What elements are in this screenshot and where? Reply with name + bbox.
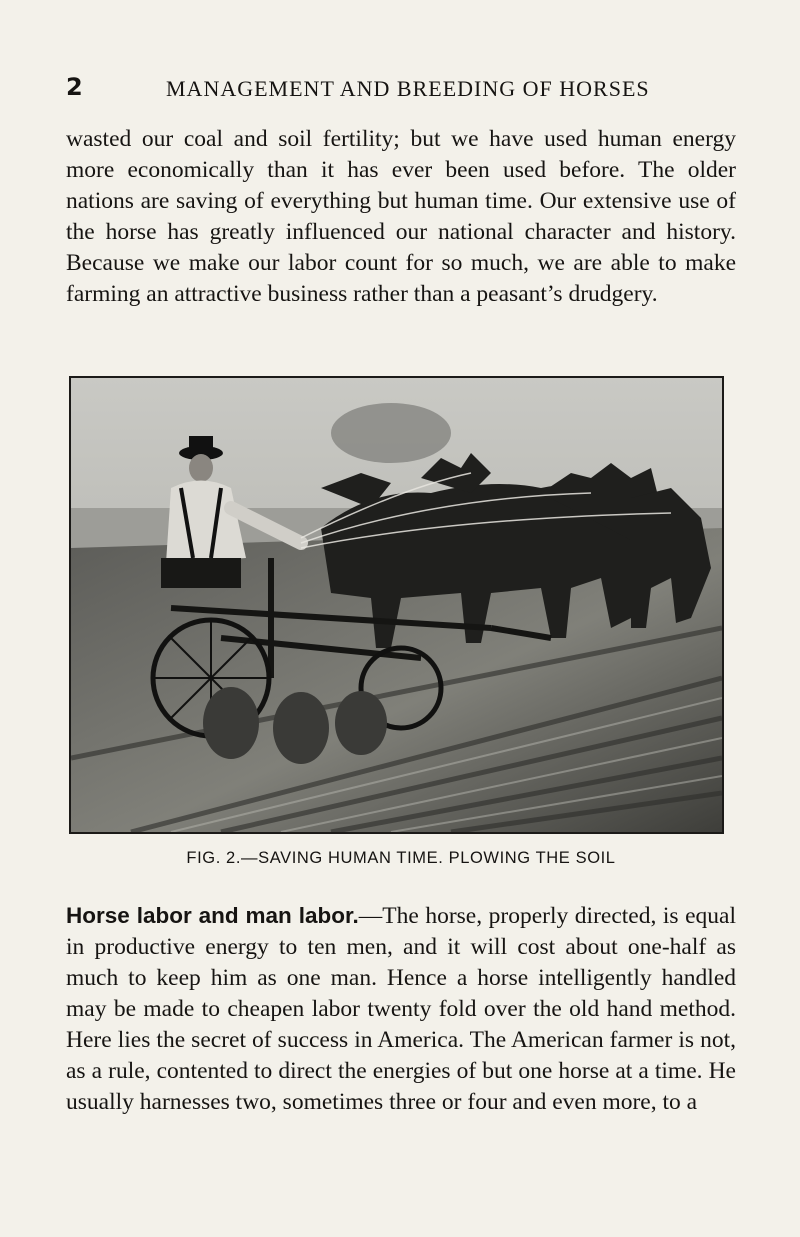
- figure-caption: FIG. 2.—SAVING HUMAN TIME. PLOWING THE SOIL: [186, 849, 616, 867]
- body-paragraph-2-text: —The horse, properly directed, is equal in productive energy to ten men, and it will cost about one-half as much to keep him as one man. Hence a horse intelligently handled may be made to cheapen labor twenty fold over the old hand method. Here lies the secret of success in America. The American farmer is not, as a rule, contented to direct the energies of but one horse at a time. He usually harnesses two, sometimes three or four and even more, to a: [66, 903, 736, 1115]
- running-head: MANAGEMENT AND BREEDING OF HORSES: [166, 76, 650, 101]
- page-number: 2: [66, 73, 83, 101]
- body-paragraph-2: [66, 900, 736, 1118]
- plowing-photo-illustration: [71, 378, 722, 832]
- figure-photograph: [69, 376, 724, 834]
- page-header: [66, 72, 734, 106]
- section-heading: Horse labor and man labor.: [66, 903, 359, 928]
- body-paragraph-1: wasted our coal and soil fertility; but we have used human energy more economically than it has ever been used before. The older nations are saving of everything but human time. Our extensive use of the horse has greatly influenced our national character and history. Because we make our labor count for so much, we are able to make farming an attractive business rather than a peasant’s drudgery.: [66, 126, 736, 307]
